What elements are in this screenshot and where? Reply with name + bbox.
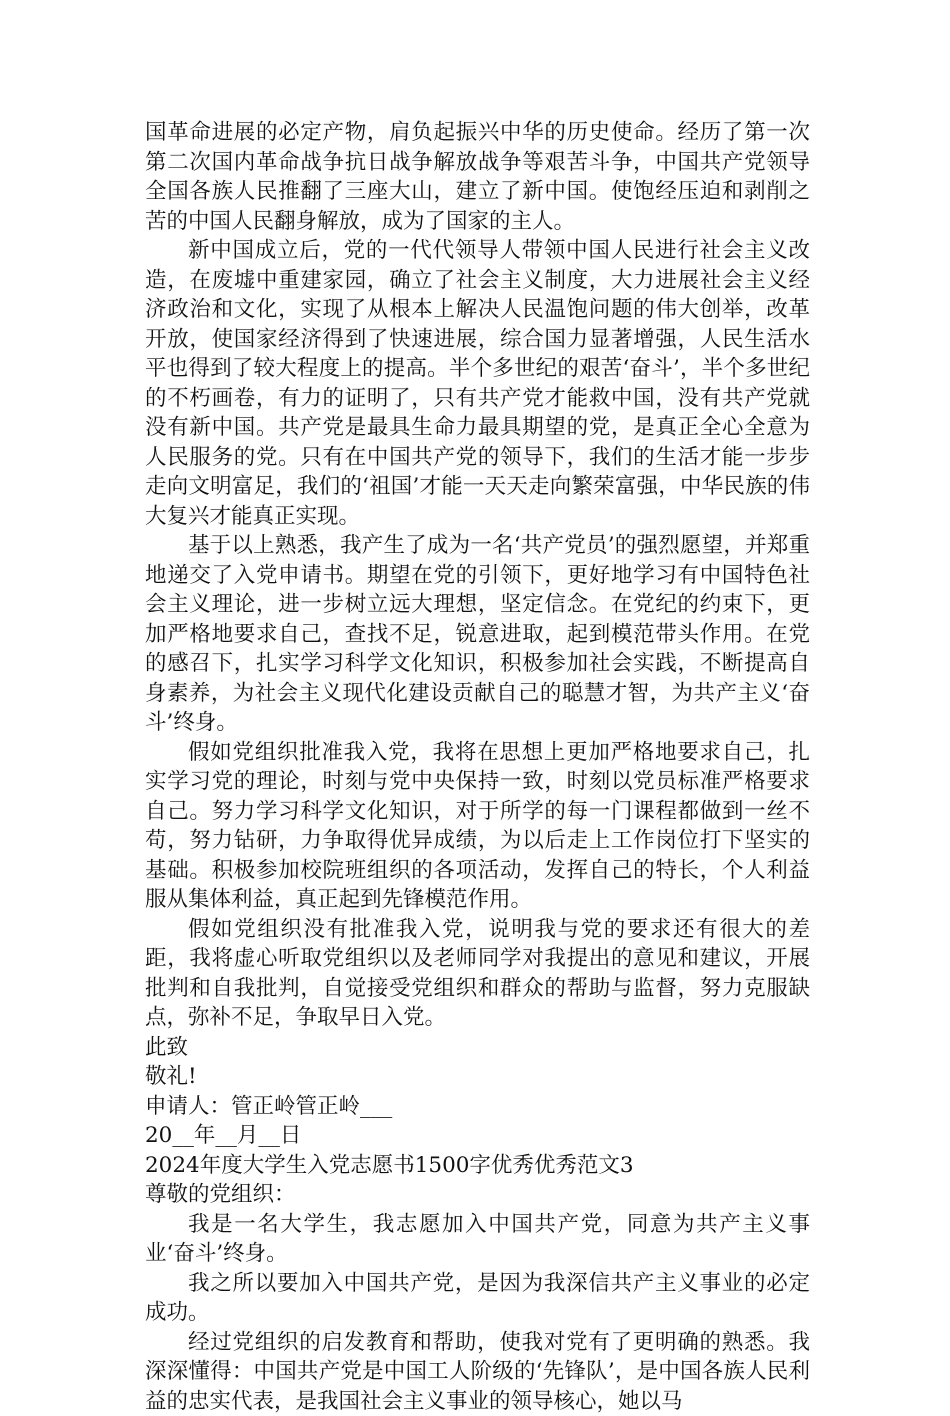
paragraph-if-not-approved: 假如党组织没有批准我入党，说明我与党的要求还有很大的差距，我将虚心听取党组织以及老师同学对我提出的意见和建议，开展批判和自我批判，自觉接受党组织和群众的帮助与监督，努力克服缺点，弥补不足，争取早日入党。 [145,915,810,1033]
applicant-line: 申请人：管正岭管正岭___ [145,1092,810,1122]
paragraph-intro: 我是一名大学生，我志愿加入中国共产党，同意为共产主义事业‘奋斗’终身。 [145,1210,810,1269]
paragraph-if-approved: 假如党组织批准我入党，我将在思想上更加严格地要求自己，扎实学习党的理论，时刻与党中央保持一致，时刻以党员标准严格要求自己。努力学习科学文化知识，对于所学的每一门课程都做到一丝不苟，努力钻研，力争取得优异成绩，为以后走上工作岗位打下坚实的基础。积极参加校院班组织的各项活动，发挥自己的特长，个人利益服从集体利益，真正起到先锋模范作用。 [145,738,810,915]
paragraph-reason: 我之所以要加入中国共产党，是因为我深信共产主义事业的必定成功。 [145,1269,810,1328]
closing-regards: 敬礼! [145,1062,810,1092]
document-page [145,118,810,1416]
greeting-line: 尊敬的党组织： [145,1180,810,1210]
paragraph-new-china: 新中国成立后，党的一代代领导人带领中国人民进行社会主义改造，在废墟中重建家园，确立了社会主义制度，大力进展社会主义经济政治和文化，实现了从根本上解决人民温饱问题的伟大创举，改革开放，使国家经济得到了快速进展，综合国力显著增强，人民生活水平也得到了较大程度上的提高。半个多世纪的艰苦‘奋斗’，半个多世纪的不朽画卷，有力的证明了，只有共产党才能救中国，没有共产党就没有新中国。共产党是最具生命力最具期望的党，是真正全心全意为人民服务的党。只有在中国共产党的领导下，我们的生活才能一步步走向文明富足，我们的‘祖国’才能一天天走向繁荣富强，中华民族的伟大复兴才能真正实现。 [145,236,810,531]
date-line: 20__年__月__日 [145,1121,810,1151]
closing-salutation: 此致 [145,1033,810,1063]
paragraph-understanding: 经过党组织的启发教育和帮助，使我对党有了更明确的熟悉。我深深懂得：中国共产党是中国工人阶级的‘先锋队’，是中国各族人民利益的忠实代表，是我国社会主义事业的领导核心，她以马 [145,1328,810,1416]
section-title: 2024年度大学生入党志愿书1500字优秀优秀范文3 [145,1151,810,1181]
paragraph-history: 国革命进展的必定产物，肩负起振兴中华的历史使命。经历了第一次第二次国内革命战争抗日战争解放战争等艰苦斗争，中国共产党领导全国各族人民推翻了三座大山，建立了新中国。使饱经压迫和剥削之苦的中国人民翻身解放，成为了国家的主人。 [145,118,810,236]
paragraph-aspiration: 基于以上熟悉，我产生了成为一名‘共产党员’的强烈愿望，并郑重地递交了入党申请书。期望在党的引领下，更好地学习有中国特色社会主义理论，进一步树立远大理想，坚定信念。在党纪的约束下，更加严格地要求自己，查找不足，锐意进取，起到模范带头作用。在党的感召下，扎实学习科学文化知识，积极参加社会实践，不断提高自身素养，为社会主义现代化建设贡献自己的聪慧才智，为共产主义‘奋斗’终身。 [145,531,810,738]
